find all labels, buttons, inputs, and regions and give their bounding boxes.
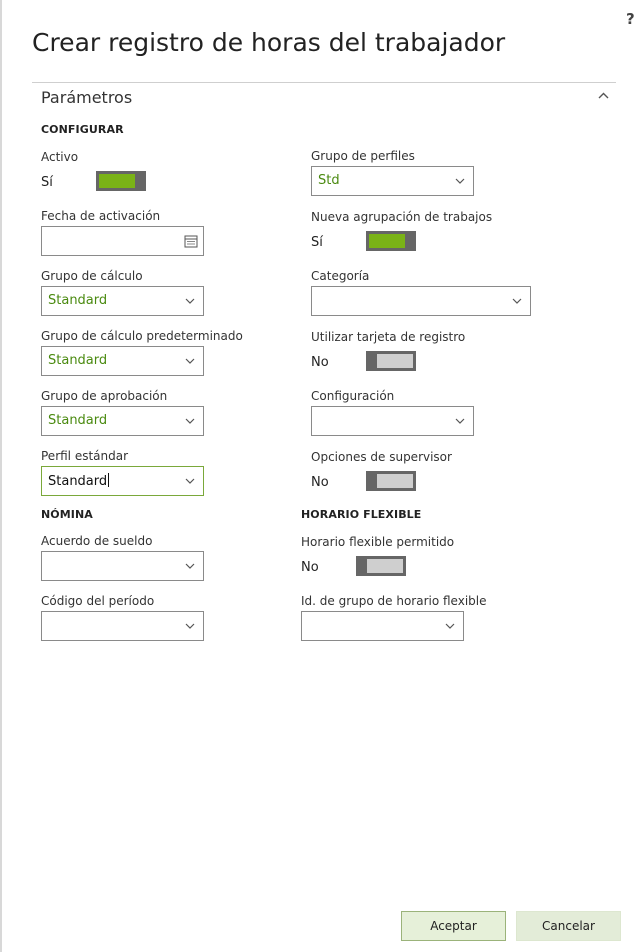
- categoria-label: Categoría: [311, 269, 370, 283]
- horario-flexible-permitido-toggle[interactable]: [356, 556, 406, 576]
- chevron-down-icon: [185, 476, 195, 486]
- fecha-activacion-field[interactable]: [41, 226, 204, 256]
- group-heading-horario-flexible: HORARIO FLEXIBLE: [301, 508, 422, 521]
- chevron-down-icon: [455, 416, 465, 426]
- perfil-estandar-label: Perfil estándar: [41, 449, 129, 463]
- grupo-aprobacion-select[interactable]: [41, 406, 204, 436]
- accept-button[interactable]: Aceptar: [401, 911, 506, 941]
- nueva-agrupacion-value: Sí: [311, 235, 323, 250]
- toggle-fill: [367, 559, 403, 573]
- horario-flexible-permitido-label: Horario flexible permitido: [301, 535, 455, 549]
- grupo-perfiles-label: Grupo de perfiles: [311, 149, 415, 163]
- activo-value: Sí: [41, 175, 53, 190]
- chevron-down-icon: [512, 296, 522, 306]
- section-title[interactable]: Parámetros: [41, 88, 133, 107]
- grupo-calculo-value: Standard: [48, 293, 108, 308]
- chevron-down-icon: [185, 561, 195, 571]
- acuerdo-sueldo-select[interactable]: [41, 551, 204, 581]
- chevron-down-icon: [185, 621, 195, 631]
- chevron-up-icon[interactable]: [598, 90, 609, 101]
- group-heading-configurar: CONFIGURAR: [41, 123, 124, 136]
- grupo-aprobacion-value: Standard: [48, 413, 108, 428]
- toggle-fill: [377, 474, 413, 488]
- grupo-perfiles-value: Std: [318, 173, 340, 188]
- text-cursor: [108, 473, 109, 487]
- chevron-down-icon: [455, 176, 465, 186]
- tarjeta-registro-value: No: [311, 355, 329, 370]
- section-divider: [32, 82, 616, 83]
- chevron-down-icon: [185, 416, 195, 426]
- cancel-button[interactable]: Cancelar: [516, 911, 621, 941]
- codigo-periodo-select[interactable]: [41, 611, 204, 641]
- activo-label: Activo: [41, 150, 79, 164]
- nueva-agrupacion-toggle[interactable]: [366, 231, 416, 251]
- codigo-periodo-label: Código del período: [41, 594, 155, 608]
- grupo-calculo-pred-value: Standard: [48, 353, 108, 368]
- help-icon[interactable]: ?: [626, 10, 635, 28]
- toggle-fill: [369, 234, 405, 248]
- chevron-down-icon: [185, 296, 195, 306]
- configuracion-label: Configuración: [311, 389, 395, 403]
- grupo-aprobacion-label: Grupo de aprobación: [41, 389, 168, 403]
- acuerdo-sueldo-label: Acuerdo de sueldo: [41, 534, 153, 548]
- opciones-supervisor-value: No: [311, 475, 329, 490]
- group-heading-nomina: NÓMINA: [41, 508, 93, 521]
- id-grupo-horario-select[interactable]: [301, 611, 464, 641]
- toggle-fill: [99, 174, 135, 188]
- toggle-fill: [377, 354, 413, 368]
- tarjeta-registro-toggle[interactable]: [366, 351, 416, 371]
- configuracion-select[interactable]: [311, 406, 474, 436]
- chevron-down-icon: [445, 621, 455, 631]
- fecha-activacion-label: Fecha de activación: [41, 209, 161, 223]
- panel-left-edge: [0, 0, 2, 952]
- calendar-icon[interactable]: [184, 234, 198, 248]
- id-grupo-horario-label: Id. de grupo de horario flexible: [301, 594, 487, 608]
- horario-flexible-permitido-value: No: [301, 560, 319, 575]
- grupo-calculo-select[interactable]: [41, 286, 204, 316]
- grupo-calculo-label: Grupo de cálculo: [41, 269, 143, 283]
- page-title: Crear registro de horas del trabajador: [32, 28, 506, 57]
- grupo-perfiles-select[interactable]: [311, 166, 474, 196]
- opciones-supervisor-label: Opciones de supervisor: [311, 450, 452, 464]
- opciones-supervisor-toggle[interactable]: [366, 471, 416, 491]
- perfil-estandar-value: Standard: [48, 474, 108, 489]
- perfil-estandar-select[interactable]: [41, 466, 204, 496]
- tarjeta-registro-label: Utilizar tarjeta de registro: [311, 330, 466, 344]
- grupo-calculo-pred-select[interactable]: [41, 346, 204, 376]
- activo-toggle[interactable]: [96, 171, 146, 191]
- nueva-agrupacion-label: Nueva agrupación de trabajos: [311, 210, 493, 224]
- categoria-select[interactable]: [311, 286, 531, 316]
- grupo-calculo-pred-label: Grupo de cálculo predeterminado: [41, 329, 243, 343]
- chevron-down-icon: [185, 356, 195, 366]
